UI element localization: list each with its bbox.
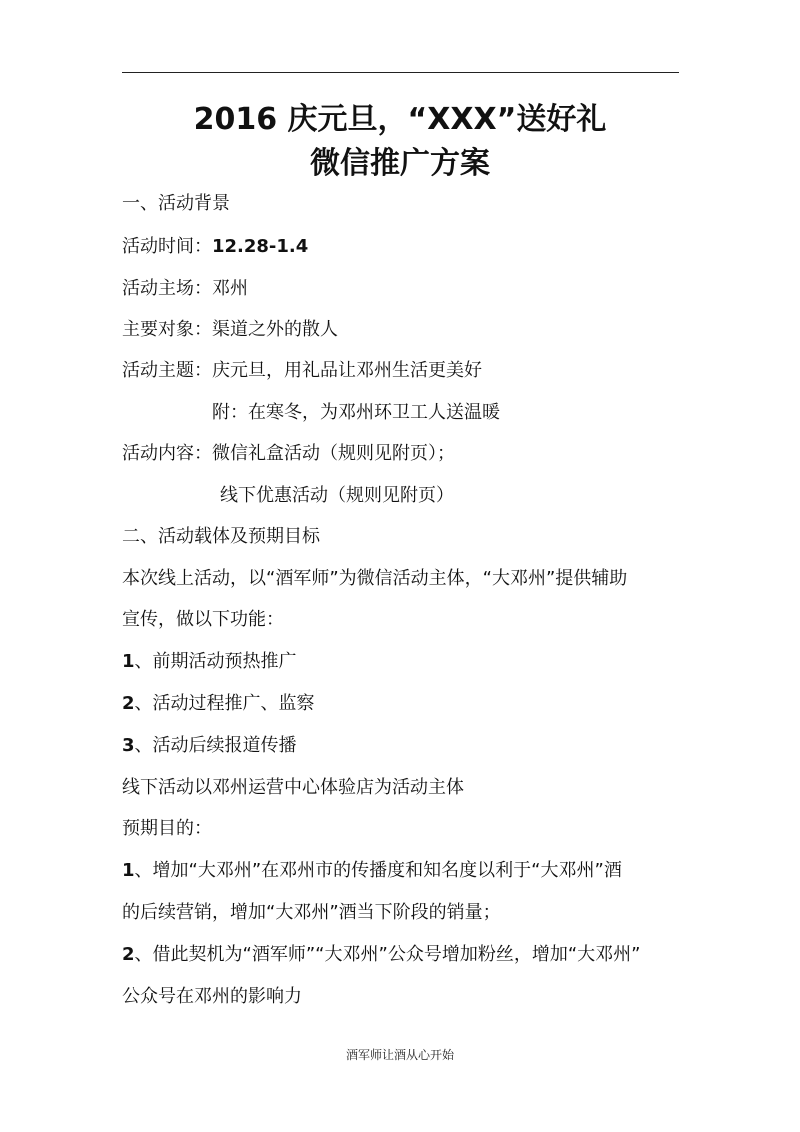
function-item	[122, 649, 297, 675]
goal-item-line	[122, 942, 640, 968]
activity-time-value: 12.28-1.4	[212, 236, 309, 257]
goal-text: 、增加“大邓州”在邓州市的传播度和知名度以利于“大邓州”酒	[134, 860, 622, 881]
function-text: 、前期活动预热推广	[134, 651, 297, 672]
function-item	[122, 733, 297, 759]
function-number: 1	[122, 651, 135, 672]
document-title-line1: 2016 庆元旦，“XXX”送好礼	[193, 102, 607, 137]
intro-line2: 宣传，做以下功能：	[122, 609, 284, 630]
function-number: 2	[122, 693, 135, 714]
document-title-line2: 微信推广方案	[310, 146, 490, 181]
activity-time-label: 活动时间：	[122, 236, 212, 257]
goal-item-continuation: 公众号在邓州的影响力	[122, 986, 302, 1007]
activity-time	[122, 234, 308, 260]
activity-content-extra: 线下优惠活动（规则见附页）	[220, 485, 454, 506]
page-footer: 酒军师让酒从心开始	[345, 1048, 454, 1062]
function-item	[122, 691, 315, 717]
function-text: 、活动过程推广、监察	[134, 693, 315, 714]
section2-heading: 二、活动载体及预期目标	[122, 526, 320, 547]
goal-item-continuation: 的后续营销，增加“大邓州”酒当下阶段的销量；	[122, 902, 501, 923]
goal-heading: 预期目的：	[122, 818, 212, 839]
function-text: 、活动后续报道传播	[134, 735, 297, 756]
header-rule	[122, 72, 679, 73]
intro-line1: 本次线上活动，以“酒军师”为微信活动主体，“大邓州”提供辅助	[122, 568, 628, 589]
activity-theme: 活动主题：庆元旦，用礼品让邓州生活更美好	[122, 360, 482, 381]
function-number: 3	[122, 735, 135, 756]
activity-target: 主要对象：渠道之外的散人	[122, 319, 338, 340]
goal-number: 2	[122, 944, 135, 965]
activity-content: 活动内容：微信礼盒活动（规则见附页）；	[122, 443, 455, 464]
goal-text: 、借此契机为“酒军师”“大邓州”公众号增加粉丝，增加“大邓州”	[134, 944, 641, 965]
activity-theme-extra: 附：在寒冬，为邓州环卫工人送温暖	[212, 402, 500, 423]
section1-heading: 一、活动背景	[122, 193, 230, 214]
goal-item-line	[122, 858, 622, 884]
goal-number: 1	[122, 860, 135, 881]
activity-venue: 活动主场：邓州	[122, 278, 248, 299]
offline-activity: 线下活动以邓州运营中心体验店为活动主体	[122, 777, 464, 798]
